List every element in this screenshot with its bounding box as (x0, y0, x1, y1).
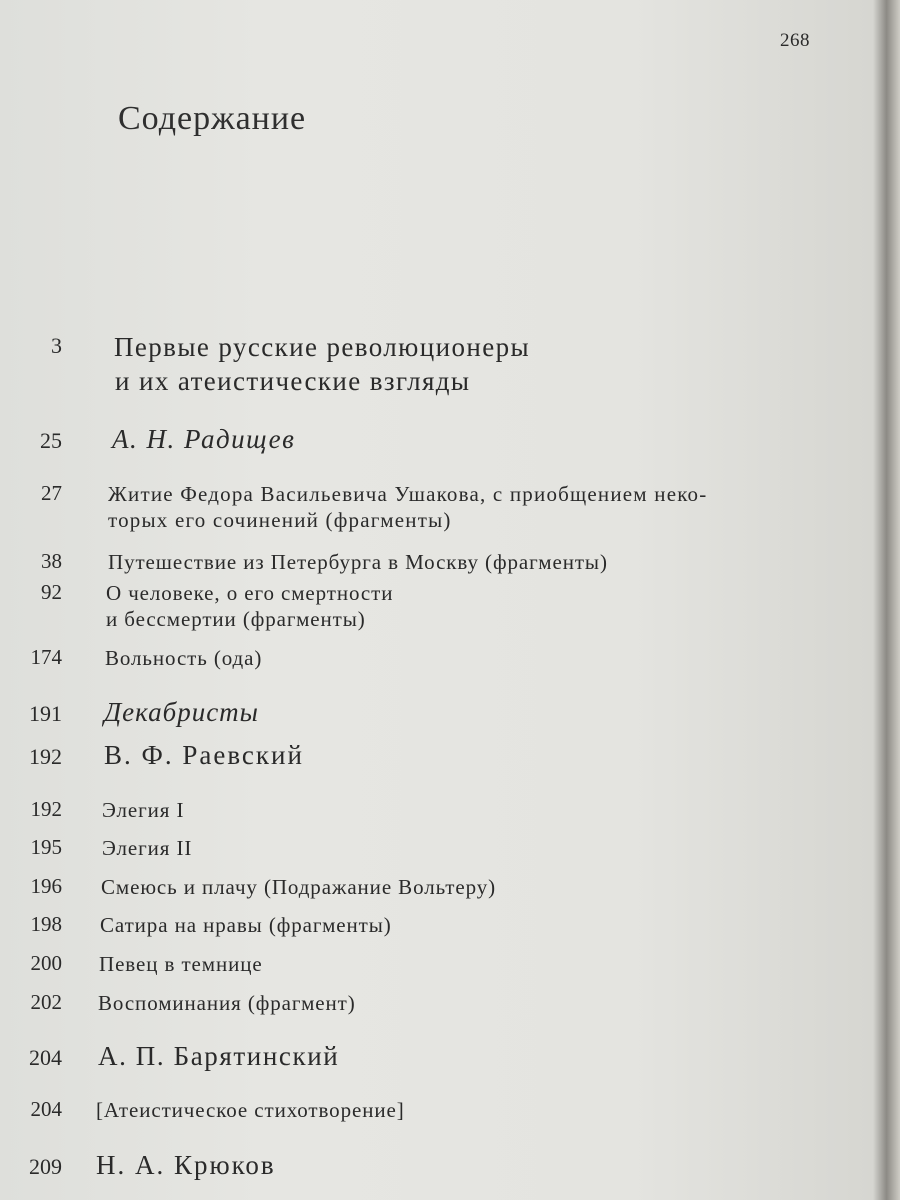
toc-title: В. Ф. Раевский (104, 740, 304, 770)
toc-title-line: торых его сочинений (фрагменты) (108, 508, 452, 532)
toc-page-number: 198 (30, 912, 62, 936)
toc-title: Н. А. Крюков (96, 1150, 276, 1180)
toc-page-number: 209 (29, 1154, 62, 1179)
toc-title (114, 330, 530, 398)
toc-title: Певец в темнице (99, 952, 263, 976)
toc-page-number: 200 (30, 951, 62, 975)
toc-page-number: 174 (30, 645, 62, 669)
toc-title-line: Житие Федора Васильевича Ушакова, с приобщением неко- (108, 482, 708, 506)
toc-page-number: 92 (41, 580, 62, 604)
toc-page-number: 191 (29, 701, 62, 726)
toc-title: Элегия I (102, 798, 185, 822)
toc-page-number: 204 (29, 1045, 62, 1070)
toc-title-line: О человеке, о его смертности (106, 581, 394, 605)
toc-title: [Атеистическое стихотворение] (96, 1098, 405, 1122)
toc-title: Вольность (ода) (105, 646, 263, 670)
toc-title: А. Н. Радищев (112, 424, 296, 454)
toc-page-number: 3 (51, 333, 62, 358)
toc-page-number: 25 (40, 428, 62, 453)
toc-page-number: 204 (30, 1097, 62, 1121)
toc-page-number: 202 (30, 990, 62, 1014)
toc-title (108, 481, 707, 533)
page-number: 268 (780, 30, 810, 51)
toc-title (106, 580, 393, 632)
toc-title-line: Первые русские революционеры (114, 332, 531, 362)
toc-page-number: 192 (29, 744, 62, 769)
page-title: Содержание (118, 100, 307, 137)
toc-page-number: 192 (30, 797, 62, 821)
toc-title: Путешествие из Петербурга в Москву (фрагменты) (108, 550, 608, 574)
toc-page-number: 195 (30, 835, 62, 859)
toc-title: Декабристы (104, 697, 259, 727)
toc-page-number: 38 (41, 549, 62, 573)
toc-title-line: и их атеистические взгляды (115, 366, 471, 396)
toc-title: Элегия II (102, 836, 193, 860)
toc-title: Воспоминания (фрагмент) (98, 991, 356, 1015)
toc-title: Смеюсь и плачу (Подражание Вольтеру) (101, 875, 496, 899)
toc-page-number: 27 (41, 481, 62, 505)
toc-page-number: 196 (30, 874, 62, 898)
toc-title: Сатира на нравы (фрагменты) (100, 913, 392, 937)
toc-title-line: и бессмертии (фрагменты) (106, 607, 366, 631)
toc-title: А. П. Барятинский (98, 1041, 340, 1071)
